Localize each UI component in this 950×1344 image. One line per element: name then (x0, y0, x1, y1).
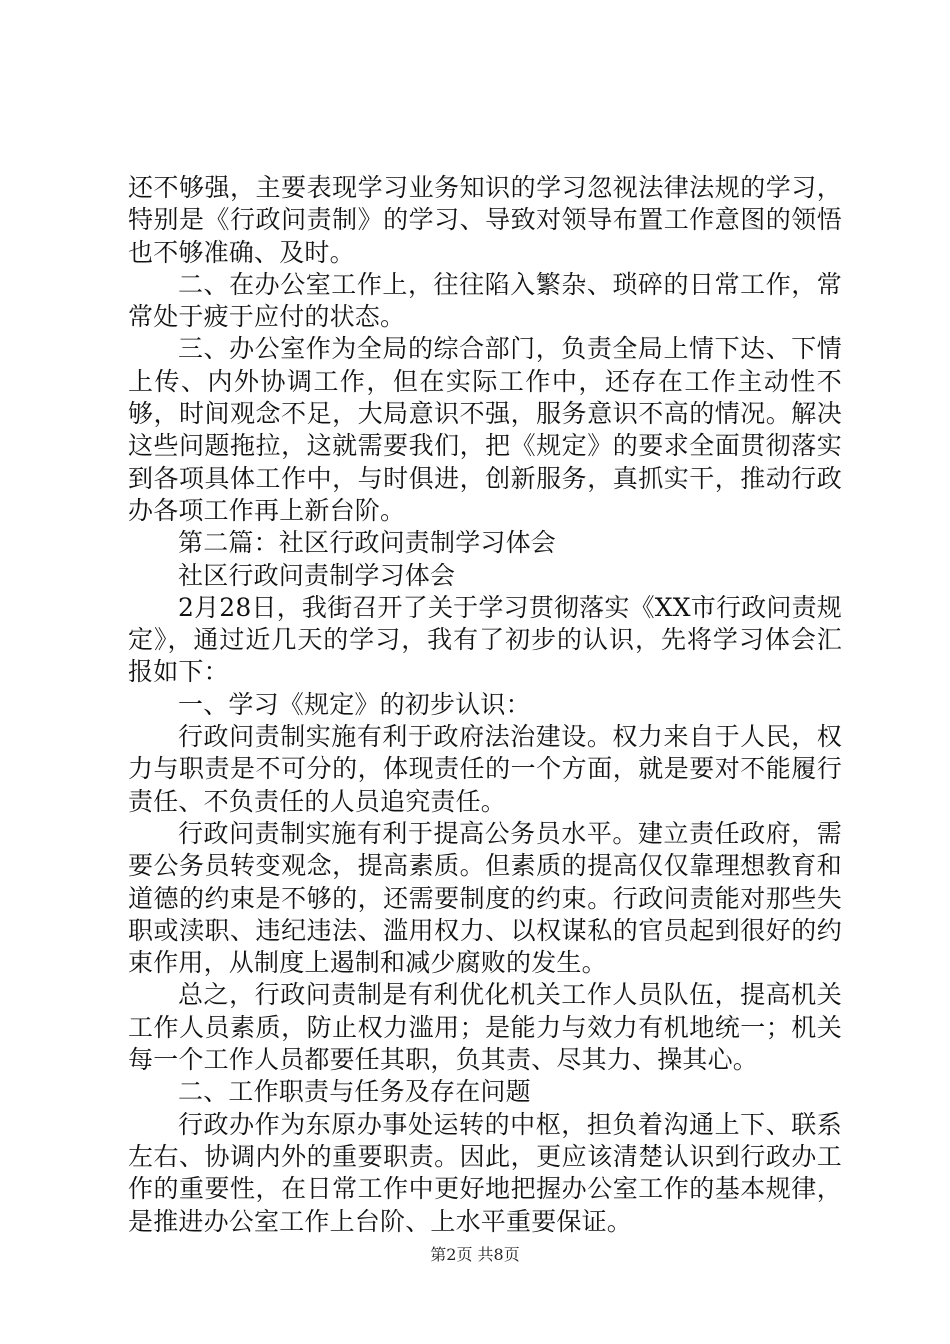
paragraph-rule-of-law: 行政问责制实施有利于政府法治建设。权力来自于人民，权力与职责是不可分的，体现责任的一个方面，就是要对不能履行责任、不负责任的人员追究责任。 (128, 722, 842, 816)
paragraph-summary: 总之，行政问责制是有利优化机关工作人员队伍，提高机关工作人员素质，防止权力滥用；是能力与效力有机地统一；机关每一个工作人员都要任其职，负其责、尽其力、操其心。 (128, 980, 842, 1075)
paragraph-1: 还不够强，主要表现学习业务知识的学习忽视法律法规的学习，特别是《行政问责制》的学习、导致对领导布置工作意图的领悟也不够准确、及时。 (128, 173, 842, 267)
page-footer: 第2页 共8页 (430, 1245, 520, 1264)
paragraph-civil-servant: 行政问责制实施有利于提高公务员水平。建立责任政府，需要公务员转变观念，提高素质。但素质的提高仅仅靠理想教育和道德的约束是不够的，还需要制度的约束。行政问责能对那些失职或渎职、违纪违法、滥用权力、以权谋私的官员起到很好的约束作用，从制度上遏制和减少腐败的发生。 (128, 818, 842, 978)
section-heading-part-two: 第二篇：社区行政问责制学习体会 (178, 528, 557, 558)
subheading-two: 二、工作职责与任务及存在问题 (178, 1077, 531, 1107)
paragraph-3: 三、办公室作为全局的综合部门，负责全局上情下达、下情上传、内外协调工作，但在实际工作中，还存在工作主动性不够，时间观念不足，大局意识不强，服务意识不高的情况。解决这些问题拖拉，这就需要我们，把《规定》的要求全面贯彻落实到各项具体工作中，与时俱进，创新服务，真抓实干，推动行政办各项工作再上新台阶。 (128, 334, 842, 525)
document-body (128, 172, 842, 1238)
paragraph-intro: 2月28日，我街召开了关于学习贯彻落实《XX市行政问责规定》，通过近几天的学习，我有了初步的认识，先将学习体会汇报如下： (128, 592, 842, 687)
subheading-one: 一、学习《规定》的初步认识： (178, 689, 531, 719)
article-title: 社区行政问责制学习体会 (178, 560, 456, 590)
paragraph-2: 二、在办公室工作上，往往陷入繁杂、琐碎的日常工作，常常处于疲于应付的状态。 (128, 269, 842, 332)
paragraph-office-duties: 行政办作为东原办事处运转的中枢，担负着沟通上下、联系左右、协调内外的重要职责。因此，更应该清楚认识到行政办工作的重要性，在日常工作中更好地把握办公室工作的基本规律，是推进办公室工作上台阶、上水平重要保证。 (128, 1109, 842, 1236)
